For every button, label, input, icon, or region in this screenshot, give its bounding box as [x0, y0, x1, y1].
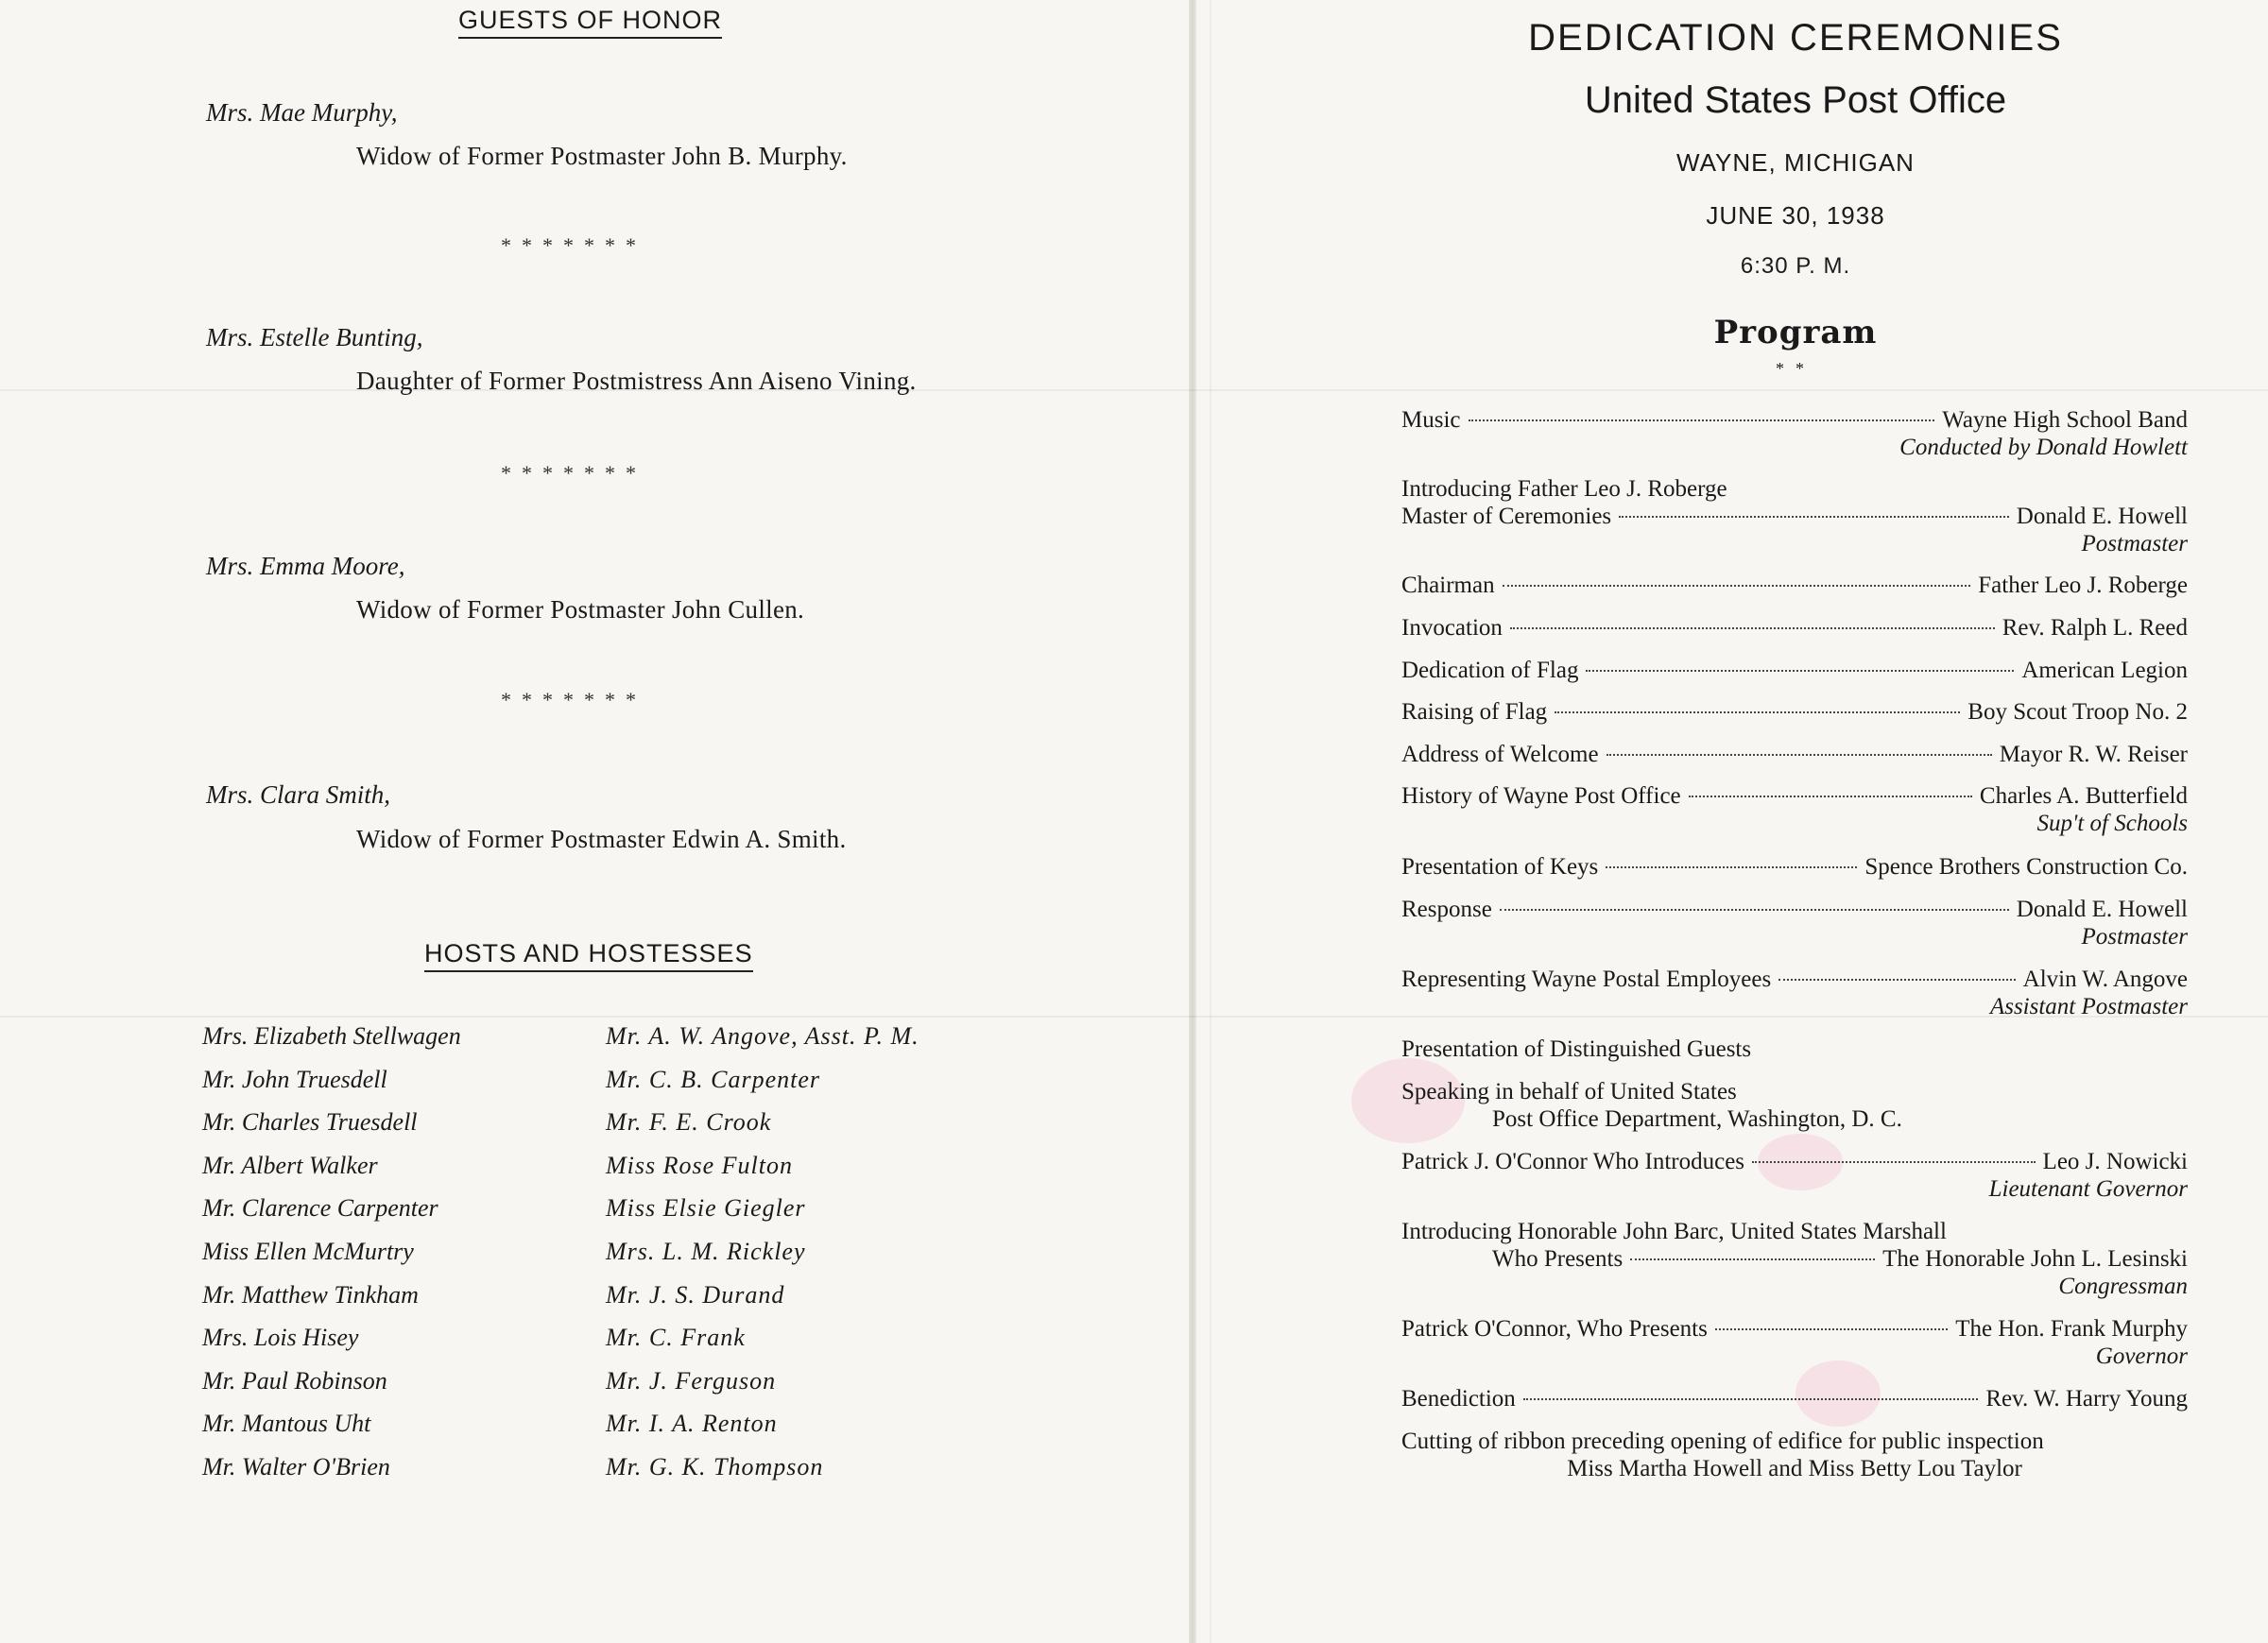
leader-dots [1630, 1258, 1875, 1260]
program-item-ribbon [1401, 1428, 2188, 1482]
date: JUNE 30, 1938 [1706, 201, 1885, 230]
leader-dots [1689, 796, 1972, 797]
program-label: Address of Welcome [1401, 742, 1599, 767]
program-item-oconnor-introduces [1401, 1148, 2188, 1203]
host-name: Miss Rose Fulton [606, 1151, 793, 1179]
guest-name: Mrs. Estelle Bunting, [206, 323, 423, 351]
host-name: Mr. I. A. Renton [606, 1410, 778, 1438]
program-heading: Program [1713, 314, 1878, 351]
leader-dots [1503, 585, 1971, 587]
guest-name: Mrs. Emma Moore, [206, 552, 405, 580]
guest-description: Widow of Former Postmaster John Cullen. [356, 595, 805, 624]
program-value: Leo J. Nowicki [2042, 1149, 2188, 1174]
guest-description: Widow of Former Postmaster Edwin A. Smith. [356, 825, 847, 853]
leader-dots [1500, 909, 2009, 911]
program-label: Response [1401, 897, 1492, 922]
leader-dots [1606, 754, 1992, 756]
program-value: Boy Scout Troop No. 2 [1967, 699, 2188, 725]
hosts-and-hostesses-title: HOSTS AND HOSTESSES [424, 939, 753, 972]
leader-dots [1586, 670, 2014, 672]
program-label: Patrick J. O'Connor Who Introduces [1401, 1149, 1745, 1174]
program-value: Donald E. Howell [2016, 504, 2188, 529]
program-label: Raising of Flag [1401, 699, 1548, 725]
guest-name: Mrs. Mae Murphy, [206, 98, 398, 127]
program-item-oconnor-presents [1401, 1315, 2188, 1370]
program-value: The Hon. Frank Murphy [1955, 1316, 2188, 1342]
program-subtitle: Postmaster [2081, 924, 2188, 950]
program-label: Representing Wayne Postal Employees [1401, 967, 1772, 992]
hosts-column-left [202, 1015, 461, 1489]
program-subtitle: Conducted by Donald Howlett [1899, 435, 2188, 460]
host-name: Mr. Charles Truesdell [202, 1108, 418, 1137]
program-value: Mayor R. W. Reiser [1999, 742, 2188, 767]
host-name: Mr. J. S. Durand [606, 1280, 785, 1309]
program-value: Rev. Ralph L. Reed [2002, 615, 2188, 641]
page-seam [1189, 0, 1196, 1643]
guest-name: Mrs. Clara Smith, [206, 780, 391, 809]
program-item-raising [1401, 698, 2188, 726]
program-value: Alvin W. Angove [2022, 967, 2188, 992]
program-item-employees [1401, 966, 2188, 1020]
host-name: Mr. J. Ferguson [606, 1366, 777, 1395]
leader-dots [1555, 711, 1960, 713]
host-name: Mrs. Elizabeth Stellwagen [202, 1022, 461, 1050]
host-name: Mr. Clarence Carpenter [202, 1194, 438, 1223]
host-name: Miss Elsie Giegler [606, 1194, 806, 1223]
location: WAYNE, MICHIGAN [1676, 148, 1915, 177]
program-line: Cutting of ribbon preceding opening of edifice for public inspection [1401, 1429, 2044, 1454]
host-name: Mr. Albert Walker [202, 1151, 378, 1179]
program-item-music [1401, 406, 2188, 461]
fold-line [0, 389, 2268, 391]
host-name: Mr. C. Frank [606, 1324, 746, 1352]
host-name: Mr. Mantous Uht [202, 1410, 371, 1438]
leader-dots [1523, 1398, 1979, 1400]
program-label: Benediction [1401, 1386, 1516, 1412]
leader-dots [1752, 1161, 2036, 1163]
host-name: Mr. F. E. Crook [606, 1108, 772, 1137]
program-value: American Legion [2021, 658, 2188, 683]
program-label: History of Wayne Post Office [1401, 783, 1681, 809]
program-value: Donald E. Howell [2016, 897, 2188, 922]
program-subtitle: Governor [2095, 1343, 2188, 1369]
program-value: Spence Brothers Construction Co. [1864, 854, 2188, 880]
program-value: Charles A. Butterfield [1979, 783, 2188, 809]
ceremony-title: DEDICATION CEREMONIES [1528, 17, 2063, 59]
host-name: Mr. Paul Robinson [202, 1366, 387, 1395]
program-subtitle: Congressman [2058, 1274, 2188, 1299]
guest-description: Widow of Former Postmaster John B. Murphy. [356, 142, 848, 170]
program-line: Speaking in behalf of United States [1401, 1079, 1737, 1104]
host-name: Mr. John Truesdell [202, 1065, 387, 1093]
program-subtitle: Sup't of Schools [2036, 811, 2188, 836]
program-item-response [1401, 896, 2188, 950]
host-name: Mr. A. W. Angove, Asst. P. M. [606, 1022, 919, 1050]
program-value: The Honorable John L. Lesinski [1882, 1246, 2188, 1272]
leader-dots [1715, 1328, 1948, 1330]
program-item-master [1401, 475, 2188, 557]
guest-description: Daughter of Former Postmistress Ann Aiseno Vining. [356, 367, 917, 395]
separator-stars: ******* [501, 461, 646, 485]
leader-dots [1510, 627, 1995, 629]
program-line: Presentation of Distinguished Guests [1401, 1036, 1752, 1062]
program-item-dedication [1401, 657, 2188, 684]
host-name: Mr. Matthew Tinkham [202, 1280, 419, 1309]
guests-of-honor-title: GUESTS OF HONOR [458, 6, 722, 39]
host-name: Mrs. L. M. Rickley [606, 1237, 806, 1265]
program-line: Miss Martha Howell and Miss Betty Lou Taylor [1567, 1456, 2022, 1481]
separator-stars: ******* [501, 233, 646, 257]
program-line: Post Office Department, Washington, D. C. [1492, 1106, 1902, 1132]
program-item-speaking [1401, 1078, 2188, 1133]
program-stars: ** [1776, 359, 1815, 378]
time: 6:30 P. M. [1740, 253, 1851, 279]
program-label: Invocation [1401, 615, 1503, 641]
host-name: Mr. G. K. Thompson [606, 1452, 824, 1480]
leader-dots [1469, 419, 1935, 421]
program-subtitle: Assistant Postmaster [1989, 994, 2188, 1019]
program-item-benediction [1401, 1385, 2188, 1412]
program-item-invocation [1401, 614, 2188, 642]
program-value: Wayne High School Band [1942, 407, 2188, 433]
program-item-keys [1401, 853, 2188, 881]
program-label: Master of Ceremonies [1401, 504, 1612, 529]
host-name: Mrs. Lois Hisey [202, 1324, 359, 1352]
program-item-barc [1401, 1218, 2188, 1300]
program-label: Chairman [1401, 573, 1495, 598]
leader-dots [1606, 866, 1857, 868]
program-item-history [1401, 782, 2188, 837]
program-item-address [1401, 741, 2188, 768]
program-item-chairman [1401, 572, 2188, 599]
program-line: Introducing Honorable John Barc, United States Marshall [1401, 1219, 1947, 1244]
leader-dots [1619, 516, 2009, 518]
program-label: Music [1401, 407, 1461, 433]
program-label: Dedication of Flag [1401, 658, 1579, 683]
host-name: Miss Ellen McMurtry [202, 1237, 414, 1265]
program-subtitle: Postmaster [2081, 531, 2188, 556]
fold-line [1210, 0, 1211, 1643]
hosts-column-right [606, 1015, 919, 1489]
program-label: Presentation of Keys [1401, 854, 1599, 880]
program-label: Patrick O'Connor, Who Presents [1401, 1316, 1708, 1342]
host-name: Mr. Walter O'Brien [202, 1452, 390, 1480]
program-value: Father Leo J. Roberge [1978, 573, 2188, 598]
post-office-title: United States Post Office [1584, 79, 2007, 121]
program-value: Rev. W. Harry Young [1985, 1386, 2188, 1412]
separator-stars: ******* [501, 688, 646, 711]
program-line: Introducing Father Leo J. Roberge [1401, 476, 1727, 502]
program-subtitle: Lieutenant Governor [1988, 1176, 2188, 1202]
program-item-distinguished [1401, 1035, 2188, 1063]
leader-dots [1778, 979, 2015, 981]
program-label: Who Presents [1492, 1246, 1624, 1272]
host-name: Mr. C. B. Carpenter [606, 1065, 820, 1093]
